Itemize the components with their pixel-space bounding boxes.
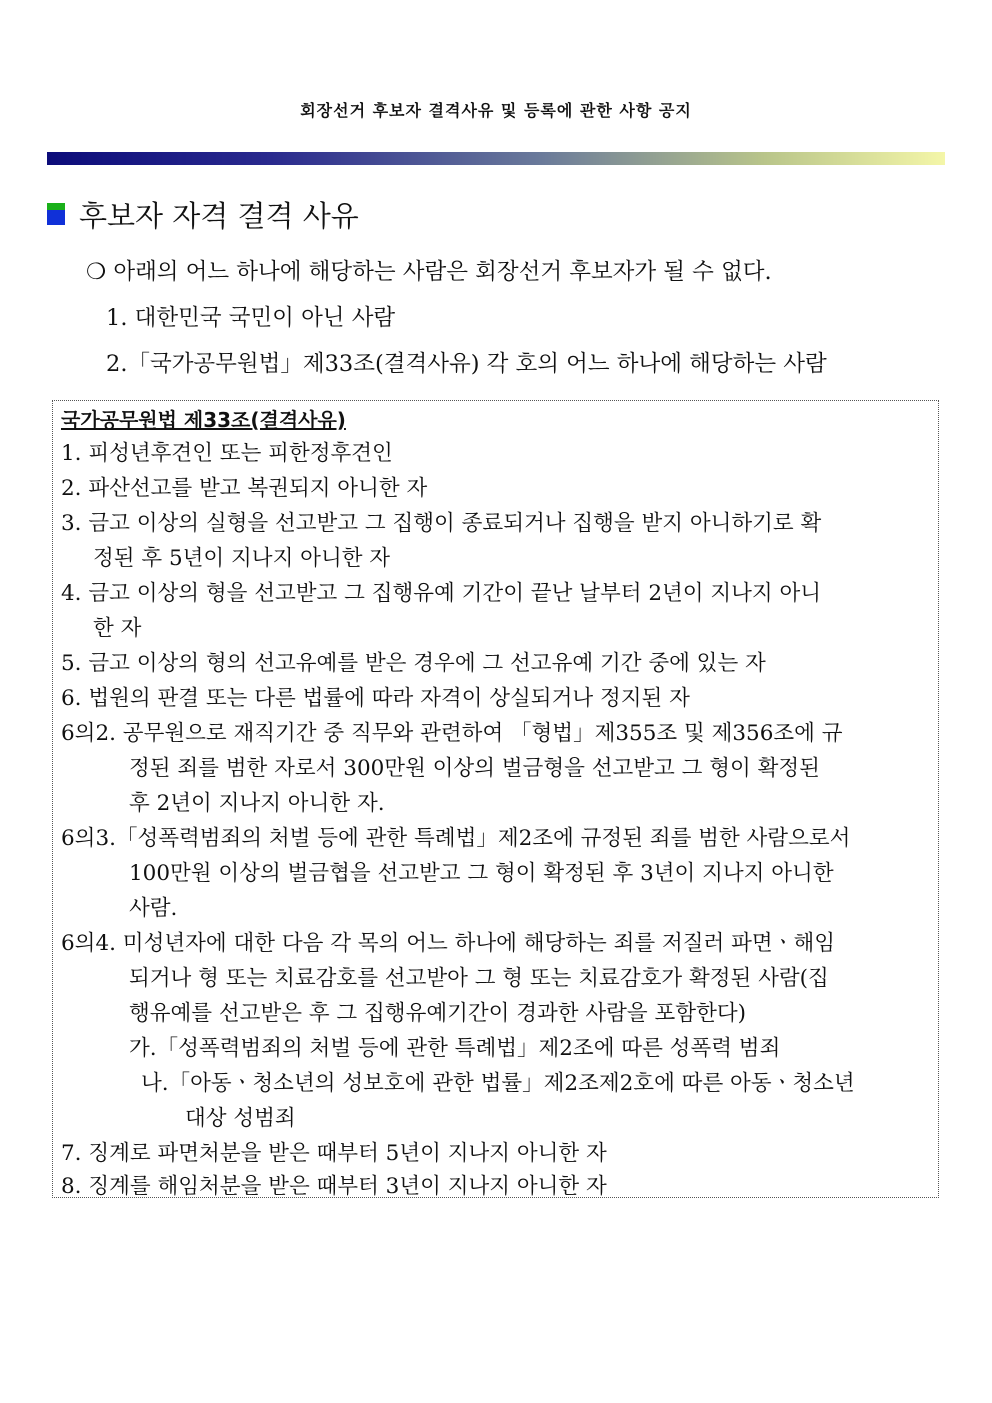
law-excerpt-box [52, 400, 939, 1198]
law-line: 나.「아동ㆍ청소년의 성보호에 관한 법률」제2조제2호에 따른 아동ㆍ청소년 [141, 1071, 855, 1096]
law-line: 사람. [129, 896, 178, 921]
law-line: 6. 법원의 판결 또는 다른 법률에 따라 자격이 상실되거나 정지된 자 [61, 686, 690, 711]
law-line: 6의3.「성폭력범죄의 처벌 등에 관한 특례법」제2조에 규정된 죄를 범한 사람으로서 [61, 826, 851, 851]
intro-line [86, 254, 772, 286]
law-line: 8. 징계를 해임처분을 받은 때부터 3년이 지나지 아니한 자 [61, 1174, 607, 1199]
section-header [47, 196, 359, 232]
law-line: 가.「성폭력범죄의 처벌 등에 관한 특례법」제2조에 따른 성폭력 범죄 [129, 1036, 781, 1061]
law-line: 6의2. 공무원으로 재직기간 중 직무와 관련하여 「형법」제355조 및 제356조에 규 [61, 721, 843, 746]
section-square-icon [47, 203, 65, 225]
law-line: 1. 피성년후견인 또는 피한정후견인 [61, 441, 393, 466]
law-line: 한 자 [93, 616, 142, 641]
law-line: 7. 징계로 파면처분을 받은 때부터 5년이 지나지 아니한 자 [61, 1141, 607, 1166]
law-line: 정된 후 5년이 지나지 아니한 자 [93, 546, 391, 571]
law-line: 되거나 형 또는 치료감호를 선고받아 그 형 또는 치료감호가 확정된 사람(집 [129, 966, 829, 991]
law-line: 정된 죄를 범한 자로서 300만원 이상의 벌금형을 선고받고 그 형이 확정된 [129, 756, 820, 781]
law-line: 5. 금고 이상의 형의 선고유예를 받은 경우에 그 선고유예 기간 중에 있는 자 [61, 651, 766, 676]
law-line: 행유예를 선고받은 후 그 집행유예기간이 경과한 사람을 포함한다) [129, 1001, 746, 1026]
law-line: 100만원 이상의 벌금협을 선고받고 그 형이 확정된 후 3년이 지나지 아니한 [129, 861, 834, 886]
intro-text: 아래의 어느 하나에 해당하는 사람은 회장선거 후보자가 될 수 없다. [113, 259, 772, 285]
title-underline-bar [47, 152, 945, 165]
list-item: 2.「국가공무원법」제33조(결격사유) 각 호의 어느 하나에 해당하는 사람 [106, 351, 827, 377]
law-line: 대상 성범죄 [185, 1106, 296, 1131]
law-line: 후 2년이 지나지 아니한 자. [129, 791, 385, 816]
list-item: 1. 대한민국 국민이 아닌 사람 [106, 305, 396, 331]
law-line: 4. 금고 이상의 형을 선고받고 그 집행유예 기간이 끝난 날부터 2년이 지나지 아니 [61, 581, 822, 606]
section-title: 후보자 자격 결격 사유 [79, 198, 359, 233]
page-title: 회장선거 후보자 결격사유 및 등록에 관한 사항 공지 [300, 101, 692, 120]
law-heading: 국가공무원법 제33조(결격사유) [61, 408, 346, 432]
law-line: 6의4. 미성년자에 대한 다음 각 목의 어느 하나에 해당하는 죄를 저질러 파면ㆍ해임 [61, 931, 835, 956]
law-line: 2. 파산선고를 받고 복권되지 아니한 자 [61, 476, 428, 501]
circle-bullet-icon: ❍ [86, 259, 107, 285]
law-line: 3. 금고 이상의 실형을 선고받고 그 집행이 종료되거나 집행을 받지 아니하기로 확 [61, 511, 822, 536]
